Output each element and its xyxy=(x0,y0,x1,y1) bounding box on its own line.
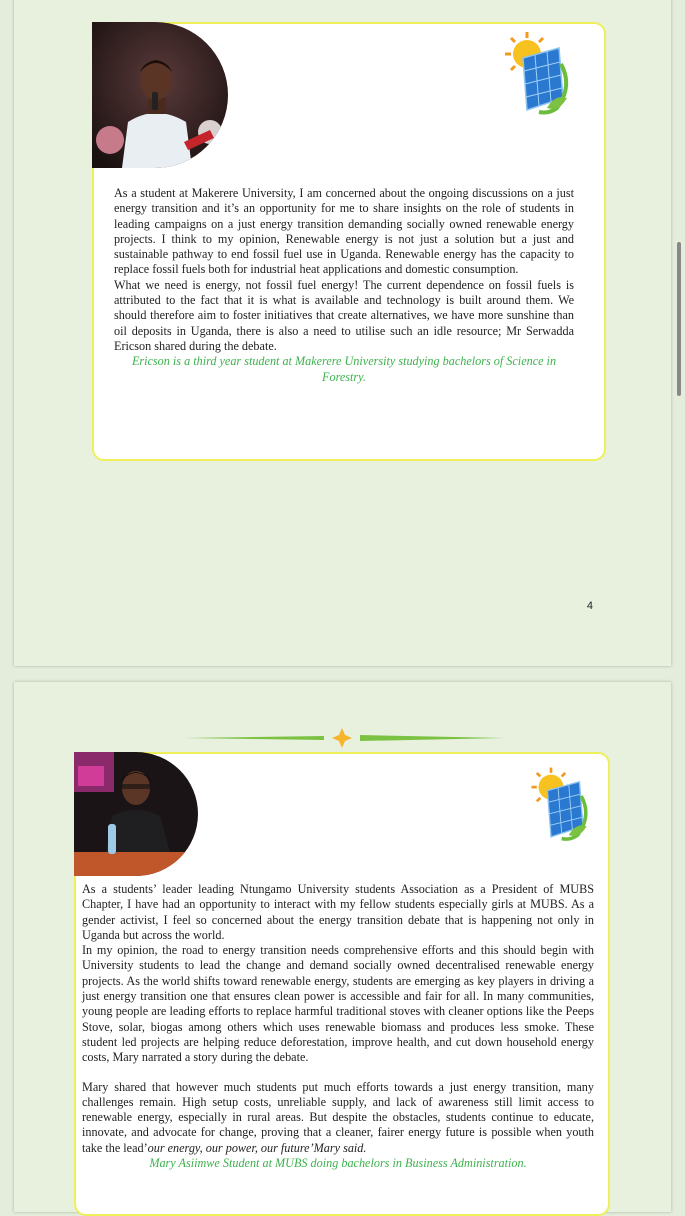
testimony-text xyxy=(114,186,574,385)
paragraph xyxy=(82,1080,594,1156)
testimony-card-mary xyxy=(74,752,610,1216)
document-page-4 xyxy=(14,0,671,666)
divider-star-icon xyxy=(184,726,504,750)
paragraph: As a student at Makerere University, I am concerned about the ongoing discussions on a just energy transition and it’s an opportunity for me to share insights on the role of students in leading campaigns on a just energy transition demanding socially owned renewable energy projects. I think to my opinion, Renewable energy is not just a solution but a just and sustainable pathway to end fossil fuel use in Uganda. Renewable energy has the capacity to replace fossil fuels both for industrial heat applications and domestic consumption. xyxy=(114,186,574,277)
speaker-photo-ericson xyxy=(92,22,228,168)
paragraph: In my opinion, the road to energy transition needs comprehensive efforts and this should begin with University students to lead the change and demand socially owned decentralised renewable energy projects. As the world shifts toward renewable energy, students are emerging as key players in driving a just energy transition one that ensures clean power is accessible and fair for all. In many communities, young people are leading efforts to replace harmful traditional stoves with cleaner options like the Peeps Stove, solar, biogas among others which uses renewable biomass and produces less smoke. These student led projects are helping reduce deforestation, improve health, and cut down household energy costs, Mary narrated a story during the debate. xyxy=(82,943,594,1065)
scrollbar-thumb[interactable] xyxy=(677,242,681,396)
paragraph-main: Mary shared that however much students put much efforts towards a just energy transition, many challenges remain. High setup costs, unreliable supply, and lack of awareness still limit access to renewable energy, especially in rural areas. But despite the obstacles, students continue to educate, innovate, and advocate for change, proving that a cleaner, fairer energy future is possible when youth take the lead’ xyxy=(82,1079,594,1155)
solar-panel-sun-icon xyxy=(525,764,593,844)
testimony-card-ericson xyxy=(92,22,606,461)
document-page-5 xyxy=(14,682,671,1212)
solar-panel-sun-icon xyxy=(501,28,571,118)
caption: Mary Asiimwe Student at MUBS doing bachelors in Business Administration. xyxy=(149,1156,527,1171)
page-number: 4 xyxy=(586,600,593,612)
caption: Ericson is a third year student at Makerere University studying bachelors of Science in Forestry. xyxy=(131,354,557,384)
speaker-photo-mary xyxy=(74,752,198,876)
paragraph-quote: our energy, our power, our future’Mary said. xyxy=(147,1140,367,1155)
testimony-text xyxy=(82,882,594,1171)
paragraph: What we need is energy, not fossil fuel energy! The current dependence on fossil fuels is attributed to the fact that it is what is available and technology is built around them. We should therefore aim to foster initiatives that create alternatives, we have more sunshine than oil deposits in Uganda, there is also a need to utilise such an idle resource; Mr Serwadda Ericson shared during the debate. xyxy=(114,277,574,353)
paragraph: As a students’ leader leading Ntungamo University students Association as a President of MUBS Chapter, I have had an opportunity to interact with my fellow students especially girls at MUBS. As a gender activist, I feel so concerned about the energy transition debate that is happening not only in Uganda but across the world. xyxy=(82,882,594,942)
